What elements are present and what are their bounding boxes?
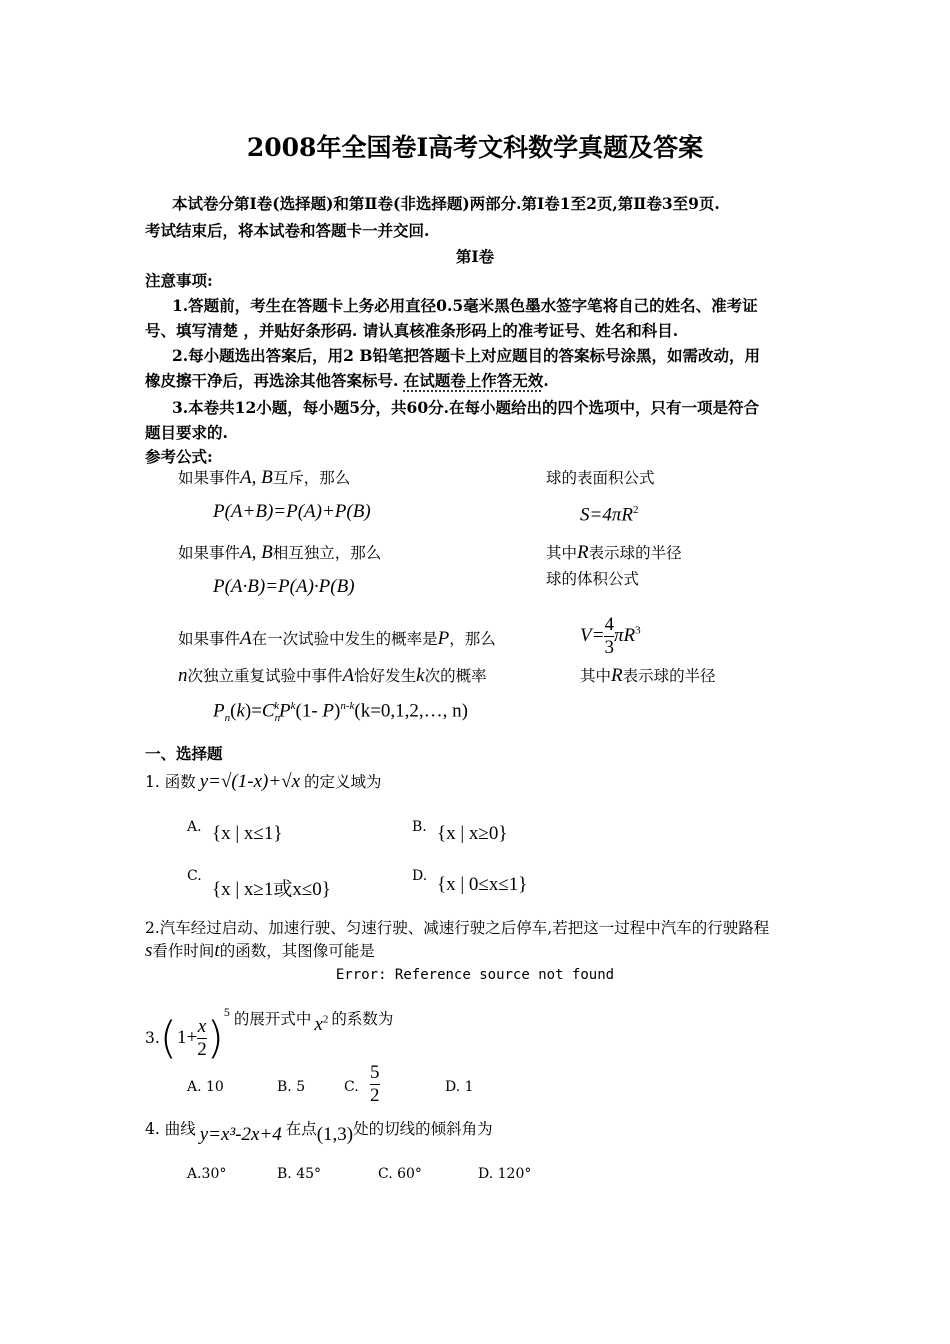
q4-option-c: C. 60° xyxy=(378,1166,422,1182)
q4-option-d: D. 120° xyxy=(478,1166,532,1182)
sphere-radius-note-2: 其中R表示球的半径 xyxy=(580,665,716,686)
notice-item-1b: 号、填写清楚 ，并贴好条形码. 请认真核准条形码上的准考证号、姓名和科目. xyxy=(145,321,679,340)
notice-item-1a: 1.答题前，考生在答题卡上务必用直径0.5毫米黑色墨水签字笔将自己的姓名、准考证 xyxy=(172,296,758,315)
q1-option-c: {x | x≥1或x≤0} xyxy=(212,879,331,900)
q3-option-c: $\frac{5}{2}$ xyxy=(370,1062,380,1106)
intro-line-1: 本试卷分第Ⅰ卷(选择题)和第Ⅱ卷(非选择题)两部分.第Ⅰ卷1至2页,第Ⅱ卷3至9页. xyxy=(172,194,720,213)
question-4: 4. 曲线 y=x³-2x+4 在点(1,3)处的切线的倾斜角为 xyxy=(145,1120,493,1145)
q1-option-a-label: A. xyxy=(187,819,202,835)
prob-text-b: n次独立重复试验中事件A恰好发生k次的概率 xyxy=(178,665,487,686)
section-1-heading: 一、选择题 xyxy=(145,744,223,763)
q4-option-a: A.30° xyxy=(187,1166,227,1182)
indep-formula: P(A·B)=P(A)·P(B) xyxy=(213,576,355,597)
question-1: 1. 函数 y=√(1-x)+√x 的定义域为 xyxy=(145,771,382,792)
question-2-line-1: 2.汽车经过启动、加速行驶、匀速行驶、减速行驶之后停车,若把这一过程中汽车的行驶路程 xyxy=(145,919,770,937)
page-title: 2008年全国卷Ⅰ高考文科数学真题及答案 xyxy=(246,133,704,162)
sphere-area-label: 球的表面积公式 xyxy=(546,469,655,487)
question-2-line-2: s看作时间t的函数，其图像可能是 xyxy=(145,940,375,961)
notice-item-2a: 2.每小题选出答案后，用2 B铅笔把答题卡上对应题目的答案标号涂黑，如需改动，用 xyxy=(172,346,760,365)
prob-text-a: 如果事件A在一次试验中发生的概率是P，那么 xyxy=(178,628,496,649)
volume-1-heading: 第Ⅰ卷 xyxy=(455,247,495,266)
q1-option-c-label: C. xyxy=(187,868,202,884)
q1-formula: y=√(1-x)+√x xyxy=(199,771,301,792)
sphere-radius-note: 其中R表示球的半径 xyxy=(546,542,682,563)
question-3: 3.(1+ $\frac{x}{2}$ )$^5$ 的展开式中 $x^2$ 的系数为 xyxy=(145,1005,394,1064)
indep-text: 如果事件A, B相互独立，那么 xyxy=(178,542,382,563)
emphasis-text: 在试题卷上作答无效 xyxy=(403,371,544,390)
mutex-text: 如果事件A, B互斥，那么 xyxy=(178,467,351,488)
q1-option-d: {x | 0≤x≤1} xyxy=(437,874,528,895)
q3-option-a: A. 10 xyxy=(187,1079,224,1095)
reference-error: Error: Reference source not found xyxy=(335,967,615,983)
q3-option-d: D. 1 xyxy=(445,1079,474,1095)
sphere-volume-label: 球的体积公式 xyxy=(546,570,640,588)
intro-line-2: 考试结束后，将本试卷和答题卡一并交回. xyxy=(145,221,430,240)
q1-option-b-label: B. xyxy=(412,819,427,835)
q4-option-b: B. 45° xyxy=(277,1166,322,1182)
notice-heading: 注意事项: xyxy=(145,271,213,290)
q1-option-b: {x | x≥0} xyxy=(437,823,508,844)
sphere-area-formula: $S=4\pi R^2$ xyxy=(580,504,639,526)
q1-option-d-label: D. xyxy=(412,868,428,884)
q3-option-c-label: C. xyxy=(344,1079,359,1095)
q3-option-b: B. 5 xyxy=(277,1079,306,1095)
notice-item-2b: 橡皮擦干净后，再选涂其他答案标号. 在试题卷上作答无效. xyxy=(145,371,549,390)
mutex-formula: P(A+B)=P(A)+P(B) xyxy=(213,501,371,522)
sphere-volume-formula: V= $\frac{4}{3}$ $\pi R^3$ xyxy=(580,614,641,658)
q1-option-a: {x | x≤1} xyxy=(212,823,283,844)
binomial-formula: $P_n(k)=C_n^kP^k(1-$ P)$^{n-k}$(k=0,1,2,…, n) xyxy=(213,700,469,725)
notice-item-3a: 3.本卷共12小题，每小题5分，共60分.在每小题给出的四个选项中，只有一项是符合 xyxy=(172,398,760,417)
notice-item-3b: 题目要求的. xyxy=(145,423,228,442)
q4-formula: y=x³-2x+4 xyxy=(199,1124,282,1145)
formulas-heading: 参考公式: xyxy=(145,447,213,466)
